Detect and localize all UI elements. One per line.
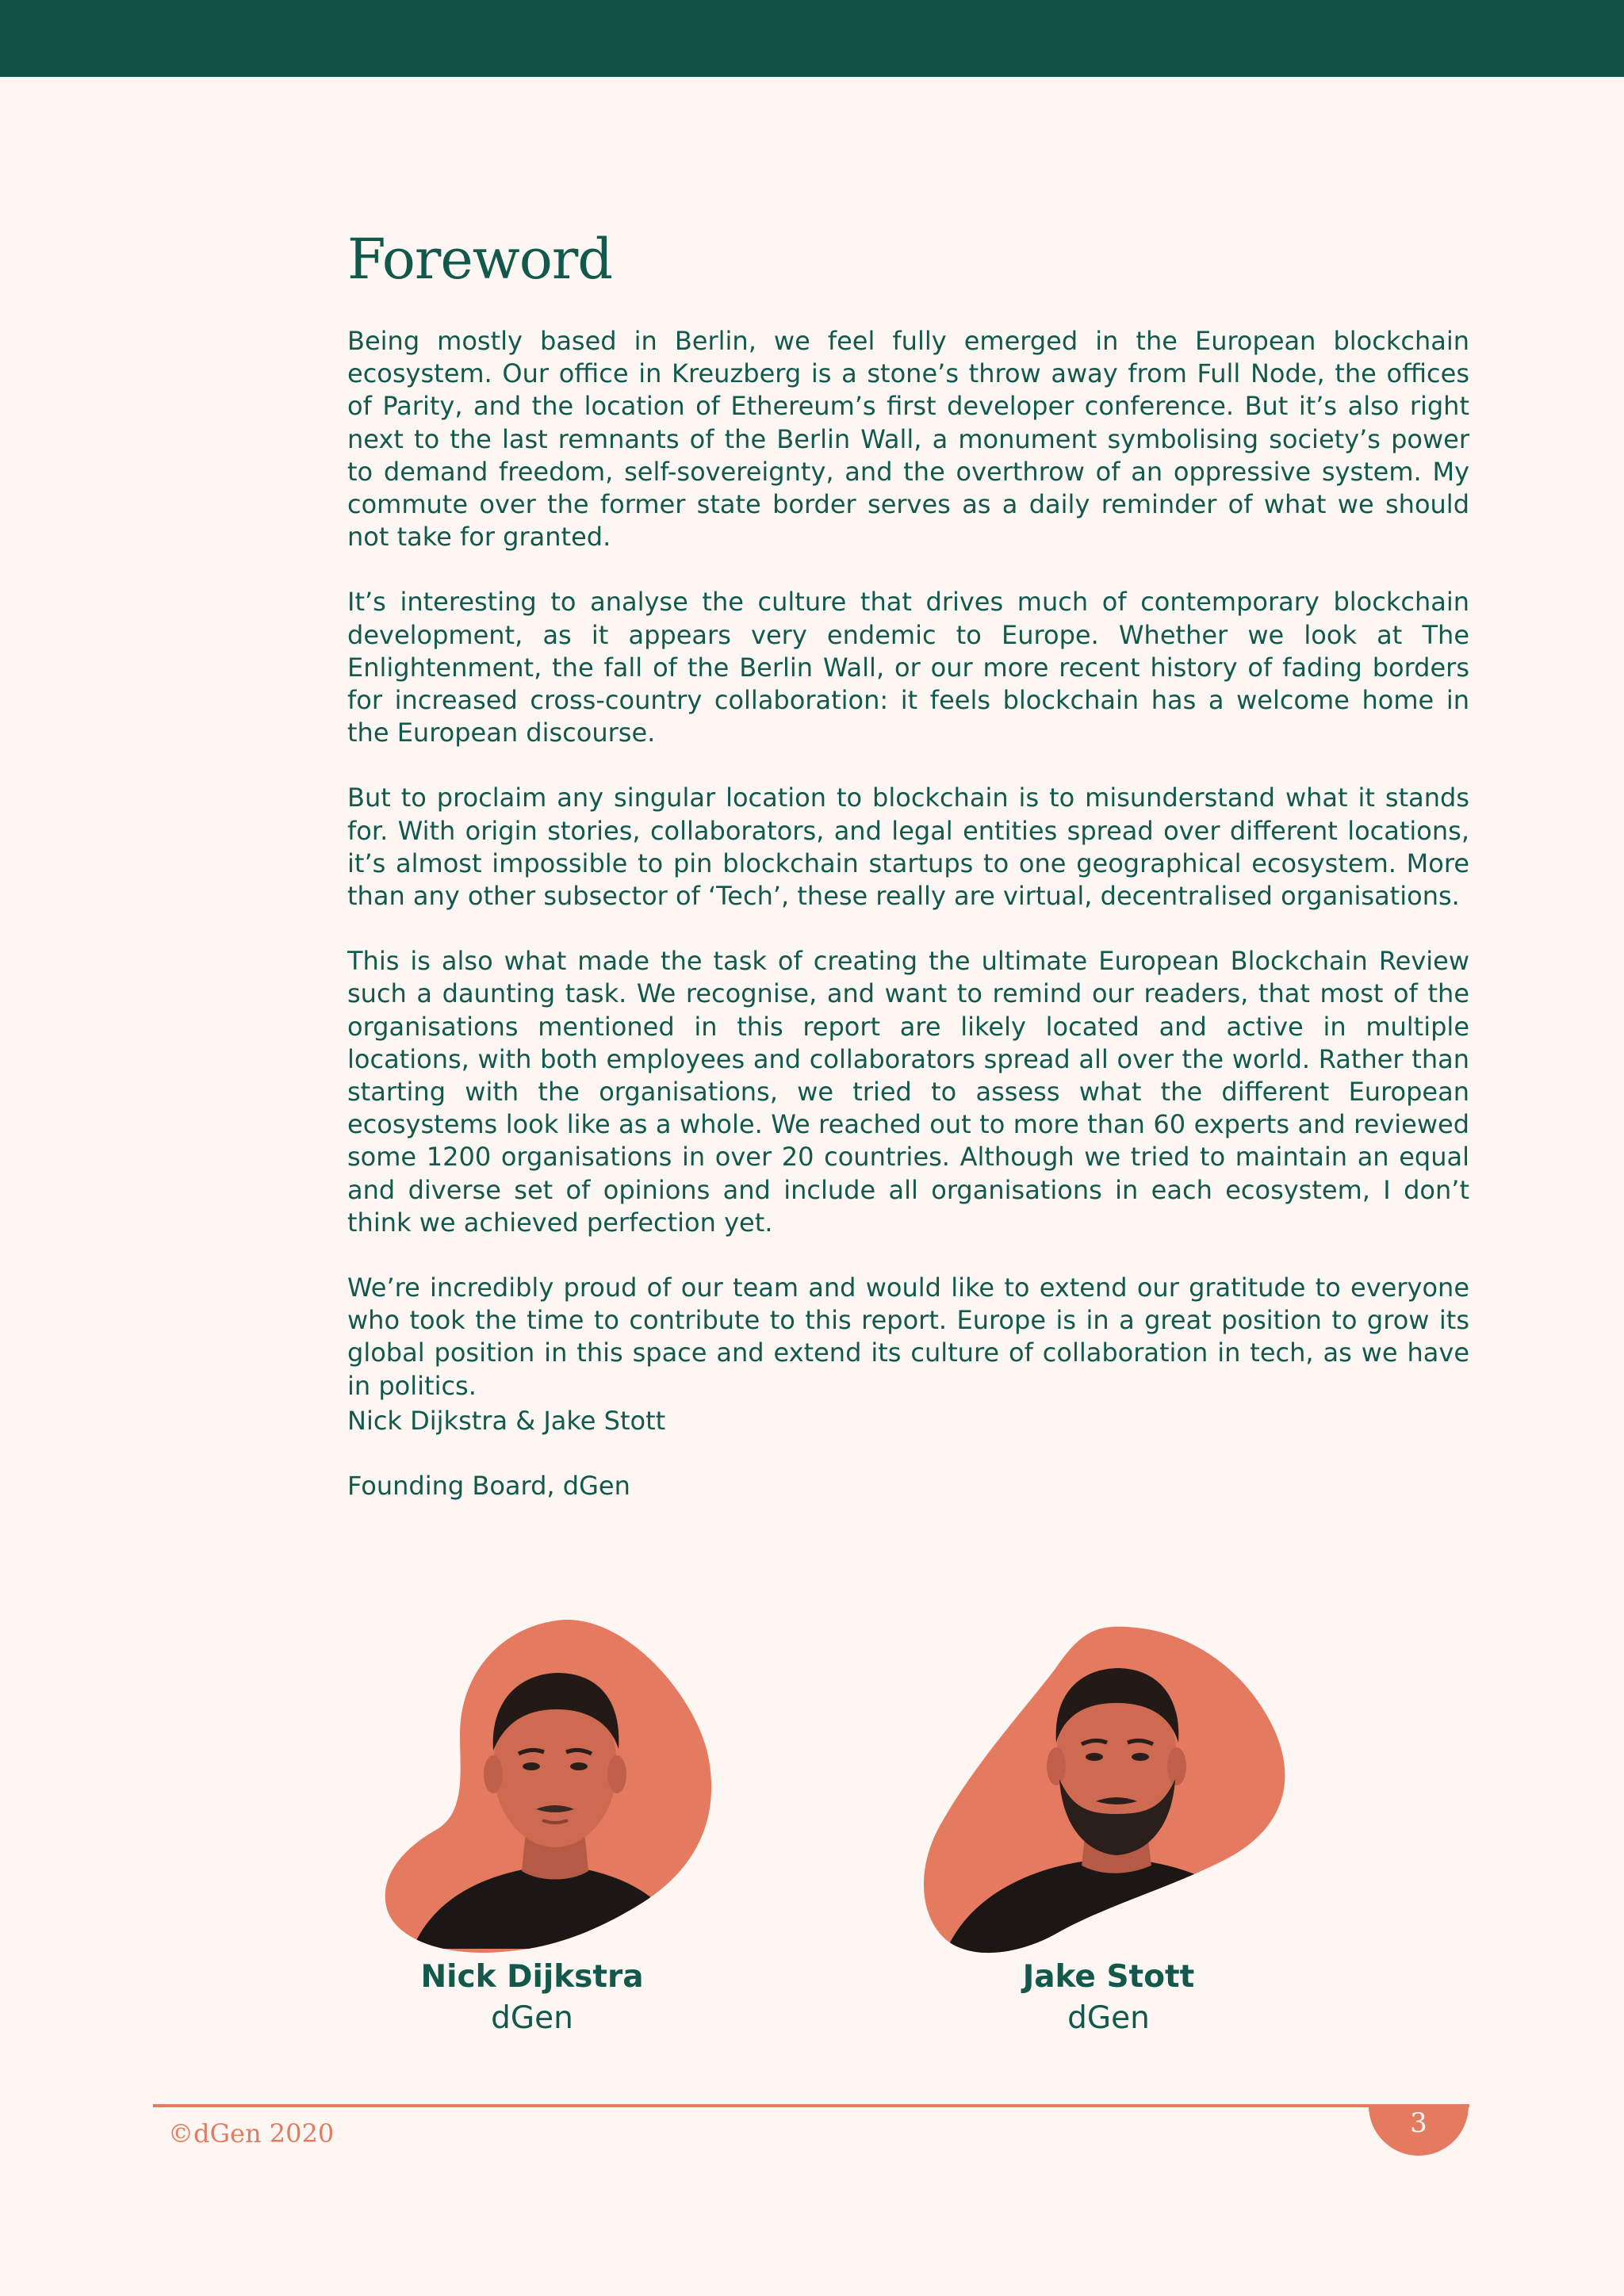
person-org: dGen xyxy=(491,2000,573,2036)
portrait-image xyxy=(920,1624,1293,1957)
paragraph-5: We’re incredibly proud of our team and would like to extend our gratitude to everyone who took the time to contribute to this report. Europe is in a great position to grow its global position in this space and extend its culture of collaboration in tech, as we have in politics. xyxy=(347,1272,1469,1401)
paragraph-1: Being mostly based in Berlin, we feel fully emerged in the European blockchain ecosystem. Our office in Kreuzberg is a stone’s throw away from Full Node, the offices of Parity, and the location of Ethereum’s first developer conference. But it’s also right next to the last remnants of the Berlin Wall, a monument symbolising society’s power to demand freedom, self-sovereignty, and the overthrow of an oppressive system. My commute over the former state border serves as a daily reminder of what we should not take for granted. xyxy=(347,326,1469,553)
page-number-badge xyxy=(1369,2106,1469,2156)
person-org: dGen xyxy=(1067,2000,1150,2036)
signature-block xyxy=(347,1405,665,1502)
signature-names: Nick Dijkstra & Jake Stott xyxy=(347,1406,666,1436)
page-title: Foreword xyxy=(347,227,613,292)
signature-role: Founding Board, dGen xyxy=(347,1471,630,1501)
portrait-image xyxy=(381,1616,714,1957)
person-caption-jake xyxy=(942,1957,1275,2039)
paragraph-2: It’s interesting to analyse the culture that drives much of contemporary blockchain development, as it appears very endemic to Europe. Whether we look at The Enlightenment, the fall of the Berlin Wall, or our more recent history of fading borders for increased cross-country collaboration: it feels blockchain has a welcome home in the European discourse. xyxy=(347,587,1469,748)
paragraph-4: This is also what made the task of creating the ultimate European Blockchain Review such a daunting task. We recognise, and want to remind our readers, that most of the organisations mentioned in this report are likely located and active in multiple locations, with both employees and collaborators spread all over the world. Rather than starting with the organisations, we tried to assess what the different European ecosystems look like as a whole. We reached out to more than 60 experts and reviewed some 1200 organisations in over 20 countries. Although we tried to maintain an equal and diverse set of opinions and include all organisations in each ecosystem, I don’t think we achieved perfection yet. xyxy=(347,946,1469,1238)
footer-copyright: ©dGen 2020 xyxy=(168,2118,335,2149)
person-name: Jake Stott xyxy=(1022,1959,1195,1995)
page-number: 3 xyxy=(1410,2107,1427,2139)
paragraph-3: But to proclaim any singular location to blockchain is to misunderstand what it stands for. With origin stories, collaborators, and legal entities spread over different locations, it’s almost impossible to pin blockchain startups to one geographical ecosystem. More than any other subsector of ‘Tech’, these really are virtual, decentralised organisations. xyxy=(347,783,1469,912)
person-caption-nick xyxy=(366,1957,699,2039)
foreword-body xyxy=(347,325,1469,1435)
person-name: Nick Dijkstra xyxy=(420,1959,644,1995)
footer-divider xyxy=(153,2104,1469,2107)
portrait-nick-dijkstra xyxy=(381,1616,714,1957)
portrait-jake-stott xyxy=(920,1624,1293,1957)
header-bar xyxy=(0,0,1624,77)
